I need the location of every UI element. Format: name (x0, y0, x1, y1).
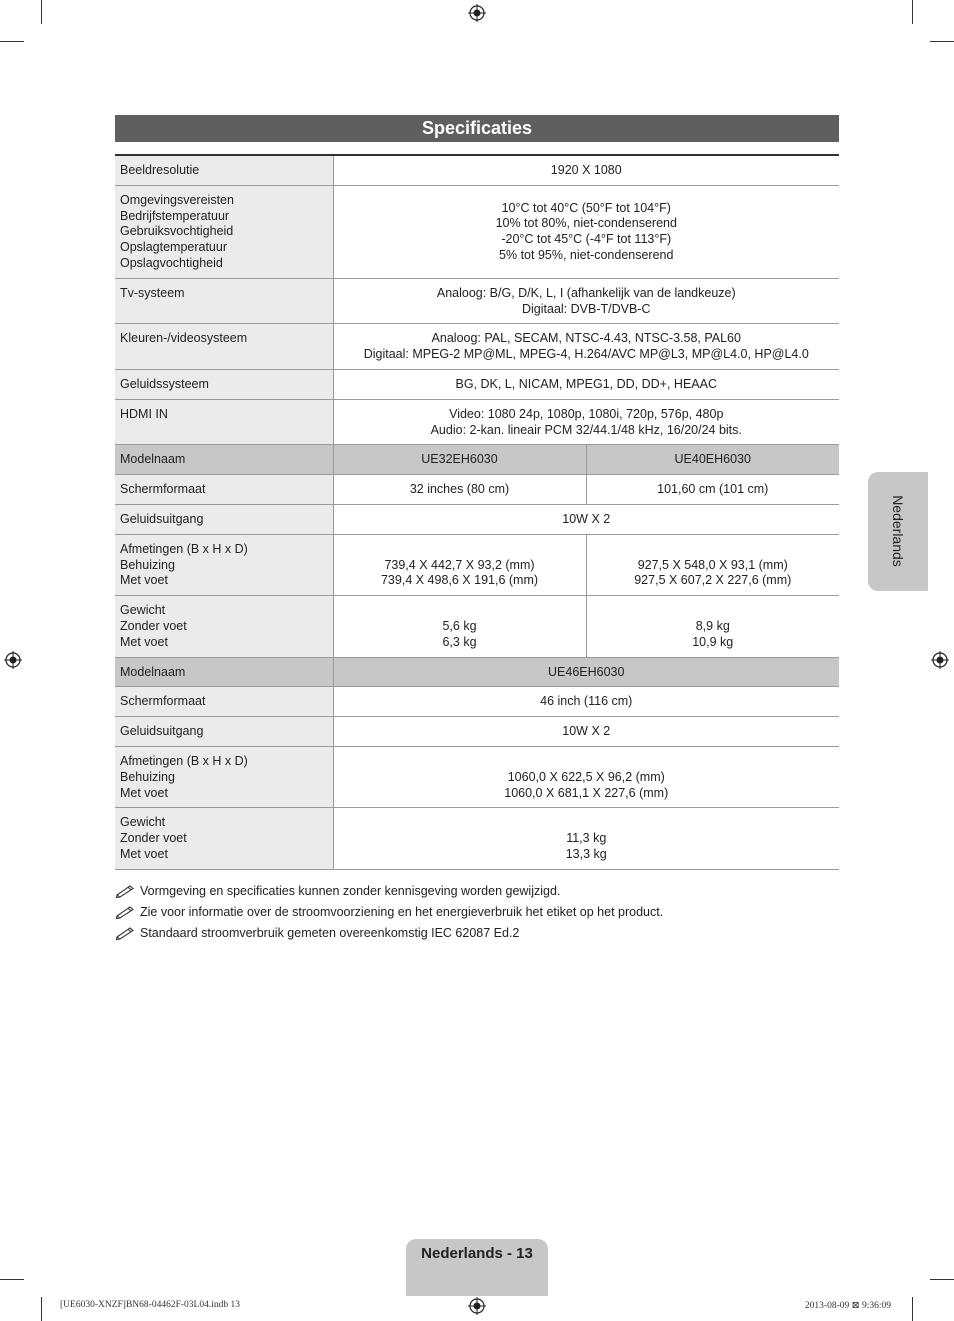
spec-value (333, 534, 586, 595)
cell-line: Analoog: B/G, D/K, L, I (afhankelijk van de landkeuze) (436, 285, 736, 300)
cell-line: Geluidsuitgang (120, 724, 204, 739)
spec-value (333, 185, 839, 278)
crop-mark (930, 41, 954, 42)
spec-value (333, 596, 586, 657)
cell-line: Behuizing (120, 557, 175, 572)
spec-label (115, 687, 333, 717)
cell-line: Modelnaam (120, 664, 186, 679)
side-tab-label: Nederlands (890, 495, 906, 567)
cell-line: BG, DK, L, NICAM, MPEG1, DD, DD+, HEAAC (455, 376, 717, 391)
spec-value (333, 746, 839, 807)
spec-value (333, 399, 839, 445)
cell-line: Behuizing (120, 769, 175, 784)
spec-value (333, 155, 839, 185)
cell-line: 46 inch (116 cm) (540, 694, 633, 709)
cell-line: 10W X 2 (562, 511, 611, 526)
table-row (115, 808, 839, 869)
page-number: Nederlands - 13 (421, 1245, 533, 1262)
cell-line: Geluidssysteem (120, 376, 209, 391)
cell-line: 13,3 kg (565, 846, 607, 861)
table-row (115, 475, 839, 505)
cell-line: Digitaal: DVB-T/DVB-C (522, 301, 651, 316)
cell-line: UE32EH6030 (421, 452, 498, 467)
cell-line: Analoog: PAL, SECAM, NTSC-4.43, NTSC-3.58, PAL60 (431, 331, 741, 346)
cell-line: Afmetingen (B x H x D) (120, 541, 248, 556)
footer-timestamp: 2013-08-09 ⊠ 9:36:09 (804, 1301, 891, 1311)
cell-line: UE40EH6030 (674, 452, 751, 467)
crop-mark (0, 1279, 24, 1280)
table-row (115, 596, 839, 657)
pencil-note-icon (115, 884, 135, 898)
spec-label (115, 155, 333, 185)
spec-label (115, 596, 333, 657)
spec-value (333, 369, 839, 399)
spec-label (115, 369, 333, 399)
cell-line: Modelnaam (120, 452, 186, 467)
cell-line: 6,3 kg (442, 634, 477, 649)
crop-mark (41, 0, 42, 24)
spec-value (333, 475, 586, 505)
table-row (115, 155, 839, 185)
table-row (115, 185, 839, 278)
table-row (115, 399, 839, 445)
cell-line: Digitaal: MPEG-2 MP@ML, MPEG-4, H.264/AVC MP@L3, MP@L4.0, HP@L4.0 (363, 347, 809, 362)
cell-line: -20°C tot 45°C (-4°F tot 113°F) (501, 232, 672, 247)
spec-value (586, 475, 839, 505)
cell-line: 32 inches (80 cm) (409, 482, 510, 497)
spec-label (115, 278, 333, 324)
spec-value (333, 278, 839, 324)
cell-line: 5,6 kg (442, 618, 477, 633)
cell-line: Afmetingen (B x H x D) (120, 753, 248, 768)
spec-label (115, 746, 333, 807)
model-header-label (115, 445, 333, 475)
note-item (115, 880, 663, 901)
cell-line: UE46EH6030 (548, 664, 625, 679)
spec-value (333, 324, 839, 370)
spec-label (115, 185, 333, 278)
cell-line: 101,60 cm (101 cm) (657, 482, 769, 497)
spec-value (586, 596, 839, 657)
crop-mark (41, 1297, 42, 1321)
cell-line: Met voet (120, 634, 168, 649)
cell-line: Opslagtemperatuur (120, 240, 228, 255)
model-name (333, 445, 586, 475)
cell-line: 5% tot 95%, niet-condenserend (499, 248, 674, 263)
table-row (115, 746, 839, 807)
table-row (115, 657, 839, 687)
cell-line: Geluidsuitgang (120, 511, 204, 526)
cell-line: Video: 1080 24p, 1080p, 1080i, 720p, 576p, 480p (449, 406, 724, 421)
spec-table-body (115, 155, 839, 869)
spec-label (115, 717, 333, 747)
crop-mark (930, 1279, 954, 1280)
notes (115, 880, 663, 943)
cell-line: Schermformaat (120, 694, 206, 709)
cell-line: Bedrijfstemperatuur (120, 208, 230, 223)
cell-line: 1060,0 X 622,5 X 96,2 (mm) (507, 769, 665, 784)
spec-value (333, 808, 839, 869)
cell-line: Tv-systeem (120, 285, 185, 300)
cell-line: 10% tot 80%, niet-condenserend (495, 216, 677, 231)
spec-value (586, 534, 839, 595)
table-row (115, 504, 839, 534)
spec-value (333, 504, 839, 534)
cell-line: Met voet (120, 846, 168, 861)
spec-label (115, 324, 333, 370)
spec-label (115, 475, 333, 505)
cell-line: 1060,0 X 681,1 X 227,6 (mm) (504, 785, 669, 800)
model-header-label (115, 657, 333, 687)
model-name (333, 657, 839, 687)
pencil-note-icon (115, 905, 135, 919)
cell-line: 10W X 2 (562, 724, 611, 739)
cell-line: Zonder voet (120, 831, 187, 846)
cell-line: Met voet (120, 785, 168, 800)
note-text: Vormgeving en specificaties kunnen zonder kennisgeving worden gewijzigd. (140, 883, 561, 898)
page-title: Specificaties (115, 115, 839, 142)
note-text: Zie voor informatie over de stroomvoorziening en het energieverbruik het etiket op het product. (140, 904, 664, 919)
spec-value (333, 717, 839, 747)
cell-line: Gewicht (120, 815, 166, 830)
cell-line: 927,5 X 607,2 X 227,6 (mm) (634, 573, 792, 588)
model-name (586, 445, 839, 475)
table-row (115, 445, 839, 475)
cell-line: 10,9 kg (692, 634, 734, 649)
registration-mark-icon (468, 1297, 486, 1315)
cell-line: HDMI IN (120, 406, 168, 421)
spec-label (115, 399, 333, 445)
cell-line: Kleuren-/videosysteem (120, 331, 248, 346)
cell-line: Gewicht (120, 603, 166, 618)
registration-mark-icon (4, 651, 22, 669)
cell-line: 11,3 kg (566, 831, 607, 846)
registration-mark-icon (931, 651, 949, 669)
cell-line: Audio: 2-kan. lineair PCM 32/44.1/48 kHz, 16/20/24 bits. (430, 422, 742, 437)
cell-line: Schermformaat (120, 482, 206, 497)
crop-mark (0, 41, 24, 42)
note-text: Standaard stroomverbruik gemeten overeenkomstig IEC 62087 Ed.2 (140, 925, 520, 940)
spec-label (115, 808, 333, 869)
cell-line: 8,9 kg (695, 618, 730, 633)
note-item (115, 901, 663, 922)
cell-line: 927,5 X 548,0 X 93,1 (mm) (637, 557, 788, 572)
cell-line: 739,4 X 442,7 X 93,2 (mm) (384, 557, 535, 572)
table-row (115, 278, 839, 324)
table-row (115, 324, 839, 370)
cell-line: Beeldresolutie (120, 163, 200, 177)
spec-label (115, 504, 333, 534)
cell-line: Gebruiksvochtigheid (120, 224, 234, 239)
cell-line: Zonder voet (120, 618, 187, 633)
table-row (115, 369, 839, 399)
spec-value (333, 687, 839, 717)
crop-mark (912, 0, 913, 24)
crop-mark (912, 1297, 913, 1321)
cell-line: Met voet (120, 573, 168, 588)
table-row (115, 534, 839, 595)
spec-table (115, 154, 839, 870)
table-row (115, 717, 839, 747)
cell-line: 10°C tot 40°C (50°F tot 104°F) (501, 200, 671, 215)
cell-line: 739,4 X 498,6 X 191,6 (mm) (380, 573, 539, 588)
cell-line: 1920 X 1080 (550, 163, 622, 177)
table-row (115, 687, 839, 717)
registration-mark-icon (468, 4, 486, 22)
pencil-note-icon (115, 926, 135, 940)
cell-line: Omgevingsvereisten (120, 192, 234, 207)
footer-file-info: [UE6030-XNZF]BN68-04462F-03L04.indb 13 (60, 1300, 240, 1310)
note-item (115, 922, 663, 943)
cell-line: Opslagvochtigheid (120, 255, 223, 270)
spec-label (115, 534, 333, 595)
